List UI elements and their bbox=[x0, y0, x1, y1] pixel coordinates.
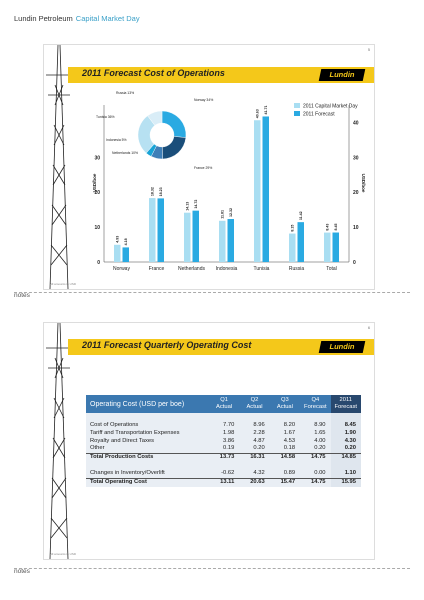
notes-divider bbox=[14, 568, 410, 569]
x-tick-label: Russia bbox=[288, 266, 305, 272]
slide-title: 2011 Forecast Quarterly Operating Cost bbox=[82, 340, 252, 350]
col-header: Q4 Forecast bbox=[300, 395, 330, 413]
y-tick-label-left: 0 bbox=[97, 260, 100, 266]
bar bbox=[254, 120, 261, 262]
data-label: 11.42 bbox=[299, 211, 304, 221]
y-axis-title-right: USD/boe bbox=[361, 173, 366, 193]
data-label: 12.32 bbox=[229, 208, 234, 218]
notes-label: notes bbox=[14, 568, 30, 575]
x-tick-label: France bbox=[148, 266, 165, 272]
table-row: Changes in Inventory/Overlift -0.62 4.32 0.89 0.00 1.10 bbox=[86, 470, 361, 478]
x-tick-label: Total bbox=[326, 266, 337, 272]
x-tick-label: Indonesia bbox=[215, 266, 238, 272]
slide-number: 6 bbox=[368, 326, 370, 330]
slide-footer: All amounts in USD bbox=[50, 552, 77, 556]
bar bbox=[324, 233, 331, 262]
y-tick-label-right: 0 bbox=[353, 260, 356, 266]
notes-divider bbox=[14, 292, 410, 293]
table-row-total-operating: Total Operating Cost 13.11 20.63 15.47 14.75 15.95 bbox=[86, 478, 361, 486]
y-tick-label-right: 30 bbox=[353, 155, 359, 162]
table-row: Tariff and Transportation Expenses 1.98 2.28 1.67 1.65 1.90 bbox=[86, 429, 361, 437]
bar bbox=[114, 245, 121, 262]
data-label: 14.72 bbox=[194, 199, 199, 209]
pie-label: Tunisia 36% bbox=[96, 115, 115, 119]
y-tick-label-left: 10 bbox=[94, 225, 100, 232]
table-label: Operating Cost (USD per boe) bbox=[86, 395, 209, 413]
y-tick-label-right: 40 bbox=[353, 120, 359, 127]
x-tick-label: Norway bbox=[113, 266, 130, 272]
data-label: 11.81 bbox=[220, 209, 225, 219]
slide-footer: All amounts in USD bbox=[50, 282, 77, 286]
bar bbox=[184, 213, 191, 262]
pie-label: Netherlands 10% bbox=[112, 151, 139, 155]
pie-label: Norway 34% bbox=[194, 98, 214, 102]
data-label: 8.15 bbox=[290, 224, 295, 232]
pie-label: Indonesia 5% bbox=[106, 138, 127, 142]
pie-label: France 29% bbox=[194, 166, 213, 170]
data-label: 40.63 bbox=[255, 109, 260, 119]
page-header bbox=[14, 14, 140, 23]
table-row: Other 0.19 0.20 0.18 0.20 0.20 bbox=[86, 445, 361, 453]
spacer-row bbox=[86, 462, 361, 470]
legend-label: 2011 Capital Market Day bbox=[303, 103, 358, 110]
pie-label: Russia 13% bbox=[116, 91, 135, 95]
data-label: 8.45 bbox=[334, 223, 339, 231]
x-tick-label: Tunisia bbox=[253, 266, 270, 272]
bar bbox=[149, 198, 156, 262]
col-header: Q3 Actual bbox=[270, 395, 300, 413]
data-label: 41.71 bbox=[264, 105, 269, 115]
bar bbox=[158, 198, 165, 262]
bar bbox=[333, 233, 340, 262]
y-tick-label-right: 10 bbox=[353, 225, 359, 232]
legend-label: 2011 Forecast bbox=[303, 111, 335, 118]
legend-swatch bbox=[294, 111, 300, 116]
slide-quarterly-operating-cost bbox=[43, 322, 375, 560]
pie-slice bbox=[162, 111, 186, 138]
table-row: Cost of Operations 7.70 8.96 8.20 8.90 8.45 bbox=[86, 421, 361, 429]
y-tick-label-left: 30 bbox=[94, 155, 100, 162]
col-header: Q2 Actual bbox=[239, 395, 269, 413]
data-label: 18.32 bbox=[150, 187, 155, 197]
slide-title: 2011 Forecast Cost of Operations bbox=[82, 68, 225, 78]
slide-cost-of-operations bbox=[43, 44, 375, 290]
bar-chart bbox=[44, 45, 374, 289]
y-tick-label-left: 20 bbox=[94, 190, 100, 197]
spacer-row bbox=[86, 413, 361, 421]
lundin-logo: Lundin bbox=[319, 341, 366, 353]
col-header: Q1 Actual bbox=[209, 395, 239, 413]
oil-rig-icon bbox=[44, 323, 77, 559]
col-header: 2011 Forecast bbox=[331, 395, 361, 413]
data-label: 14.13 bbox=[185, 201, 190, 211]
bar bbox=[193, 211, 200, 262]
operating-cost-table bbox=[86, 395, 361, 487]
y-axis-title-left: USD/boe bbox=[92, 173, 97, 193]
bar bbox=[289, 234, 296, 262]
y-tick-label-right: 20 bbox=[353, 190, 359, 197]
event-name: Capital Market Day bbox=[75, 14, 140, 23]
data-label: 8.43 bbox=[325, 223, 330, 231]
company-name: Lundin Petroleum bbox=[14, 14, 73, 23]
legend-swatch bbox=[294, 103, 300, 108]
bar bbox=[219, 221, 226, 262]
data-label: 4.93 bbox=[115, 235, 120, 243]
pie-slice bbox=[162, 136, 186, 159]
data-label: 4.18 bbox=[124, 238, 129, 246]
notes-label: notes bbox=[14, 292, 30, 299]
slide-number: 5 bbox=[368, 48, 370, 52]
bar bbox=[228, 219, 235, 262]
lundin-logo: Lundin bbox=[319, 69, 366, 81]
x-tick-label: Netherlands bbox=[178, 266, 205, 272]
bar bbox=[298, 222, 305, 262]
table-row: Royalty and Direct Taxes 3.86 4.87 4.53 4.00 4.30 bbox=[86, 437, 361, 445]
data-label: 18.23 bbox=[159, 187, 164, 197]
slide-title-banner bbox=[68, 339, 375, 355]
bar bbox=[123, 247, 130, 262]
table-header-row bbox=[86, 395, 361, 413]
table-row-total-production: Total Production Costs 13.73 16.31 14.58 14.75 14.85 bbox=[86, 453, 361, 461]
bar bbox=[263, 116, 270, 262]
